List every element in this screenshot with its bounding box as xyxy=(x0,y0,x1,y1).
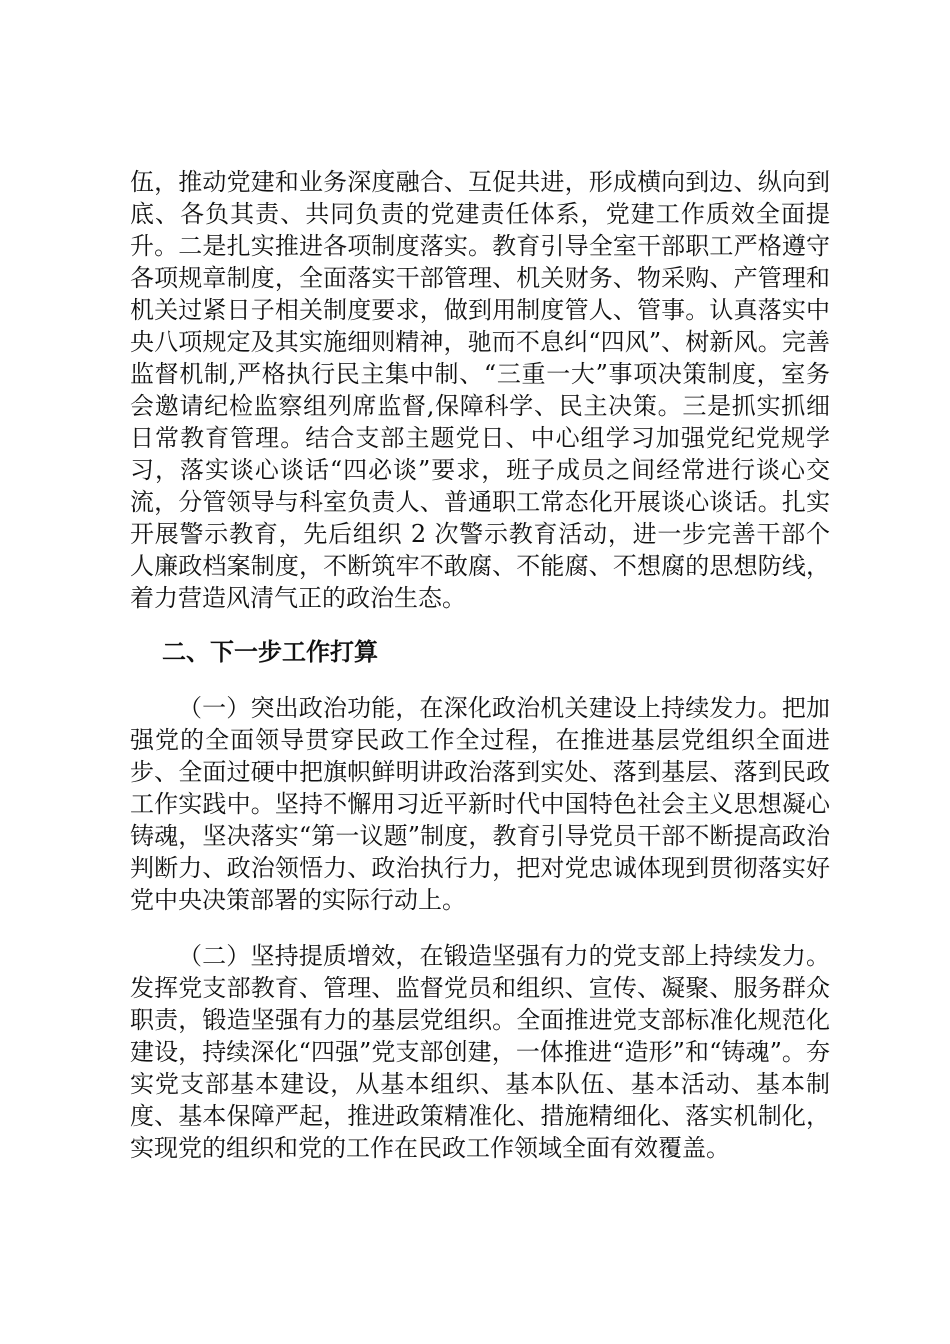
document-body xyxy=(130,166,830,1164)
section-heading: 二、下一步工作打算 xyxy=(162,638,378,666)
paragraph-section-1: （一）突出政治功能，在深化政治机关建设上持续发力。把加强党的全面领导贯穿民政工作全过程，在推进基层党组织全面进步、全面过硬中把旗帜鲜明讲政治落到实处、落到基层、落到民政工作实践中。坚持不懈用习近平新时代中国特色社会主义思想凝心铸魂，坚决落实“第一议题”制度，教育引导党员干部不断提高政治判断力、政治领悟力、政治执行力，把对党忠诚体现到贯彻落实好党中央决策部署的实际行动上。 xyxy=(130,694,830,914)
paragraph-continued: 伍，推动党建和业务深度融合、互促共进，形成横向到边、纵向到底、各负其责、共同负责的党建责任体系，党建工作质效全面提升。二是扎实推进各项制度落实。教育引导全室干部职工严格遵守各项规章制度，全面落实干部管理、机关财务、物采购、产管理和机关过紧日子相关制度要求，做到用制度管人、管事。认真落实中央八项规定及其实施细则精神，驰而不息纠“四风”、树新风。完善监督机制,严格执行民主集中制、“三重一大”事项决策制度，室务会邀请纪检监察组列席监督,保障科学、民主决策。三是抓实抓细日常教育管理。结合支部主题党日、中心组学习加强党纪党规学习，落实谈心谈话“四必谈”要求，班子成员之间经常进行谈心交流，分管领导与科室负责人、普通职工常态化开展谈心谈话。扎实开展警示教育，先后组织 2 次警示教育活动，进一步完善干部个人廉政档案制度，不断筑牢不敢腐、不能腐、不想腐的思想防线，着力营造风清气正的政治生态。 xyxy=(130,168,830,612)
paragraph-section-2: （二）坚持提质增效，在锻造坚强有力的党支部上持续发力。发挥党支部教育、管理、监督党员和组织、宣传、凝聚、服务群众职责，锻造坚强有力的基层党组织。全面推进党支部标准化规范化建设，持续深化“四强”党支部创建，一体推进“造形”和“铸魂”。夯实党支部基本建设，从基本组织、基本队伍、基本活动、基本制度、基本保障严起，推进政策精准化、措施精细化、落实机制化，实现党的组织和党的工作在民政工作领域全面有效覆盖。 xyxy=(130,942,830,1162)
